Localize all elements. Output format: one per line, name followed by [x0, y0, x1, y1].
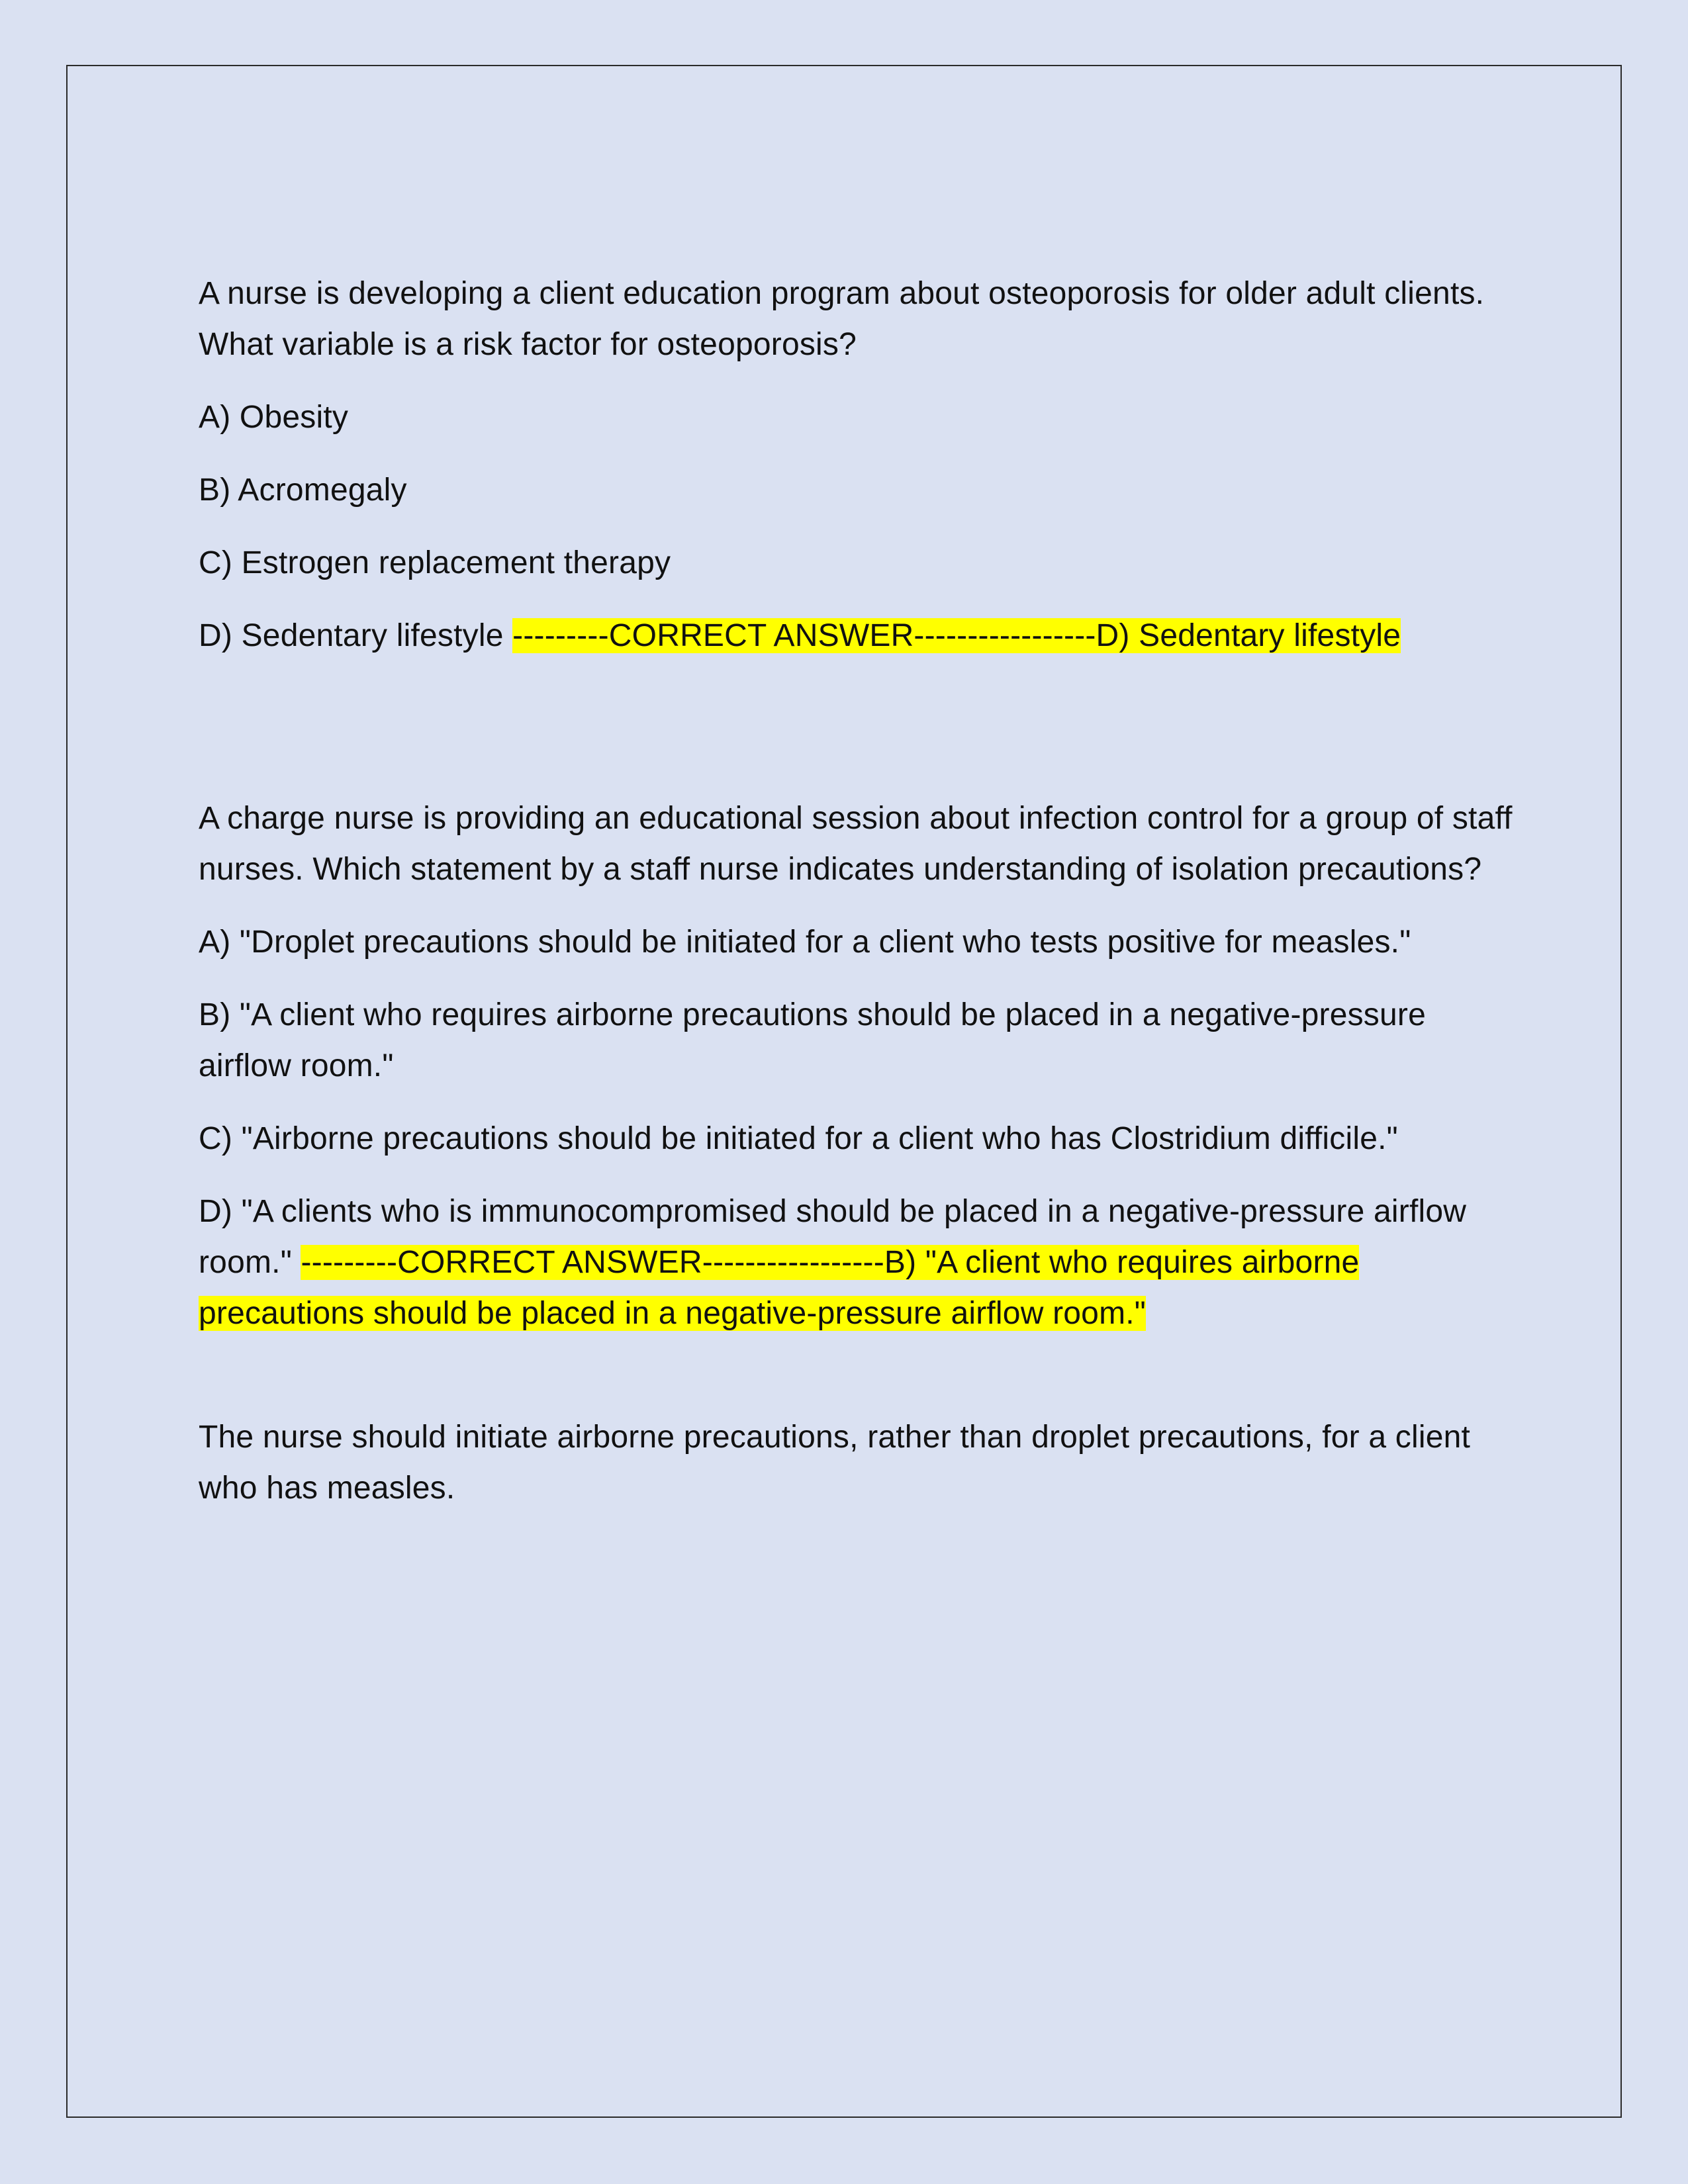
- question-2-option-b: B) "A client who requires airborne precautions should be placed in a negative-pressure airflow room.": [199, 997, 1426, 1083]
- question-1-option-b: B) Acromegaly: [199, 473, 407, 508]
- question-2-option-c: C) "Airborne precautions should be initiated for a client who has Clostridium difficile.": [199, 1121, 1398, 1156]
- question-1-stem: A nurse is developing a client education program about osteoporosis for older adult clients. What variable is a risk factor for osteoporosis?: [199, 276, 1485, 362]
- question-1-option-d-with-answer: [199, 610, 1516, 661]
- question-1-option-d: D) Sedentary lifestyle: [199, 618, 504, 653]
- document-content: [199, 268, 1516, 1514]
- question-2-stem: A charge nurse is providing an educational session about infection control for a group of staff nurses. Which statement by a staff nurse indicates understanding of isolation precautions?: [199, 801, 1513, 887]
- question-1-correct-answer-highlight: ---------CORRECT ANSWER-----------------D) Sedentary lifestyle: [512, 618, 1401, 653]
- question-1-option-a: A) Obesity: [199, 400, 349, 435]
- question-2-option-a: A) "Droplet precautions should be initiated for a client who tests positive for measles.": [199, 925, 1411, 960]
- question-2-correct-answer-highlight: ---------CORRECT ANSWER-----------------B) "A client who requires airborne precautions should be placed in a negative-pressure airflow room.": [199, 1245, 1360, 1331]
- question-1-option-c: C) Estrogen replacement therapy: [199, 545, 671, 580]
- question-2-rationale: The nurse should initiate airborne precautions, rather than droplet precautions, for a client who has measles.: [199, 1420, 1471, 1506]
- question-2-option-d: D) "A clients who is immunocompromised should be placed in a negative-pressure airflow room.": [199, 1194, 1467, 1280]
- question-2-option-d-with-answer: [199, 1186, 1516, 1339]
